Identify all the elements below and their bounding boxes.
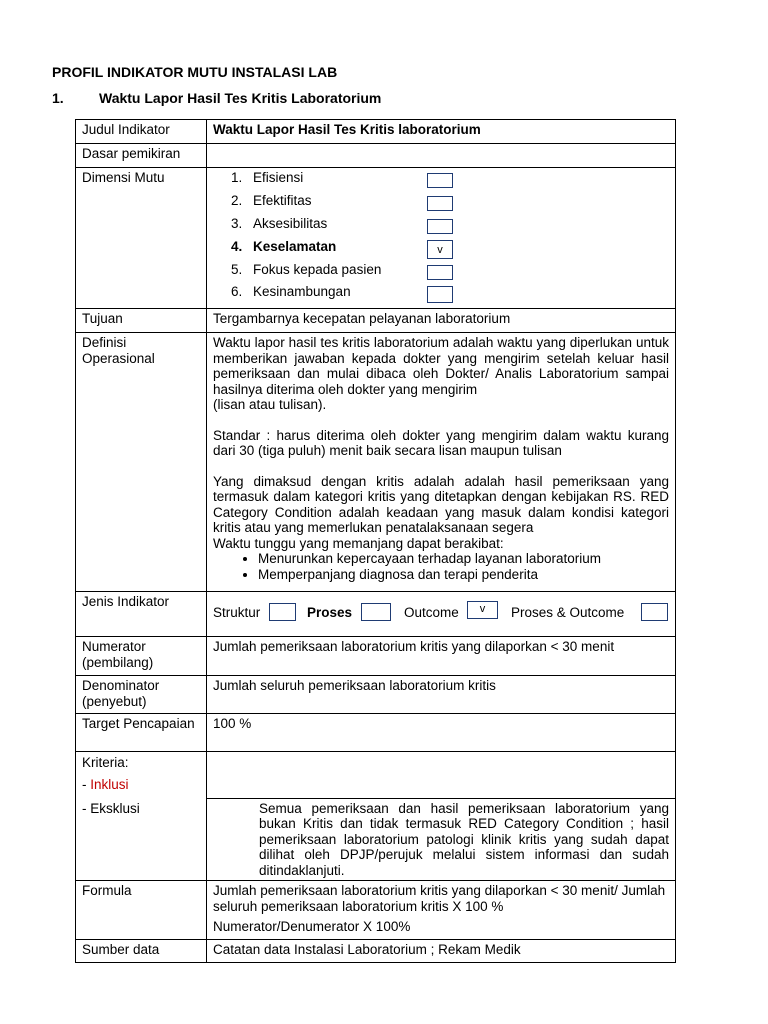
dimension-checkbox[interactable] xyxy=(427,173,453,188)
value-jenis xyxy=(207,592,676,637)
dimension-checkbox[interactable]: v xyxy=(427,240,453,259)
value-denominator: Jumlah seluruh pemeriksaan laboratorium kritis xyxy=(207,676,676,714)
row-jenis xyxy=(76,592,676,637)
row-tujuan xyxy=(76,309,676,333)
definition-paragraph: Waktu lapor hasil tes kritis laboratorium adalah waktu yang diperlukan untuk memberikan jawaban kepada dokter yang mengirim setelah keluar hasil pemeriksaan dan mulai dibaca oleh Dokter/ Analis Laboratorium sampai hasilnya diterima oleh dokter yang mengirim xyxy=(213,335,669,397)
option-proses-outcome: Proses & Outcome xyxy=(511,605,625,620)
dimension-checkbox[interactable] xyxy=(427,265,453,280)
value-judul: Waktu Lapor Hasil Tes Kritis laboratorium xyxy=(207,120,676,144)
row-kriteria-eksklusi xyxy=(76,798,676,881)
option-struktur: Struktur xyxy=(213,605,261,620)
row-sumber xyxy=(76,940,676,963)
row-judul xyxy=(76,120,676,144)
kriteria-heading: Kriteria: xyxy=(82,755,129,770)
definition-note: (lisan atau tulisan). xyxy=(213,397,327,412)
value-inklusi xyxy=(207,752,676,799)
inklusi-label: - Inklusi xyxy=(82,777,129,792)
struktur-checkbox[interactable] xyxy=(269,603,296,621)
value-sumber: Catatan data Instalasi Laboratorium ; Rekam Medik xyxy=(207,940,676,963)
value-dimensi xyxy=(207,168,676,309)
label-target: Target Pencapaian xyxy=(76,714,207,752)
row-target xyxy=(76,714,676,752)
dimension-checkbox[interactable] xyxy=(427,196,453,211)
standard-paragraph: Standar : harus diterima oleh dokter yang mengirim dalam waktu kurang dari 30 (tiga puluh) menit baik secara lisan maupun tulisan xyxy=(213,427,669,458)
page-title: PROFIL INDIKATOR MUTU INSTALASI LAB xyxy=(52,64,338,80)
label-denominator: Denominator (penyebut) xyxy=(76,676,207,714)
value-formula xyxy=(207,881,676,940)
label-kriteria xyxy=(76,752,207,799)
dimension-list xyxy=(207,168,675,304)
row-kriteria-inklusi xyxy=(76,752,676,799)
indicator-profile-table xyxy=(75,119,676,963)
label-definisi: Definisi Operasional xyxy=(76,333,207,592)
dimension-item: 3. Aksesibilitas xyxy=(231,216,328,231)
list-item: • Memperpanjang diagnosa dan terapi penderita xyxy=(258,567,669,583)
eksklusi-label: - Eksklusi xyxy=(76,798,207,881)
row-denominator xyxy=(76,676,676,714)
row-dimensi xyxy=(76,168,676,309)
outcome-checkbox[interactable]: v xyxy=(467,601,498,619)
dimension-item: 6. Kesinambungan xyxy=(231,284,351,299)
list-item: • Menurunkan kepercayaan terhadap layanan laboratorium xyxy=(258,551,669,567)
dimension-item: 5. Fokus kepada pasien xyxy=(231,262,382,277)
dimension-checkbox[interactable] xyxy=(427,286,453,303)
option-outcome: Outcome xyxy=(404,605,459,620)
section-title: Waktu Lapor Hasil Tes Kritis Laboratorium xyxy=(99,90,382,106)
section-heading xyxy=(52,90,381,106)
value-numerator: Jumlah pemeriksaan laboratorium kritis yang dilaporkan < 30 menit xyxy=(207,637,676,676)
row-formula xyxy=(76,881,676,940)
indicator-type-options xyxy=(207,592,675,632)
value-target: 100 % xyxy=(207,714,676,752)
value-definisi xyxy=(207,333,676,592)
row-dasar xyxy=(76,144,676,168)
label-dimensi: Dimensi Mutu xyxy=(76,168,207,309)
option-proses: Proses xyxy=(307,605,353,620)
proses-checkbox[interactable] xyxy=(361,603,391,621)
critical-paragraph: Yang dimaksud dengan kritis adalah adalah hasil pemeriksaan yang termasuk dalam kategori kritis yang ditetapkan dengan kebijakan RS. RED Category Condition adalah keadaan yang masuk dalam kondisi kategori kritis atau yang memerlukan penatalaksanaan segera xyxy=(213,473,669,535)
consequence-list xyxy=(213,551,669,582)
dimension-item: 2. Efektifitas xyxy=(231,193,312,208)
label-judul: Judul Indikator xyxy=(76,120,207,144)
formula-expression: Numerator/Denumerator X 100% xyxy=(213,919,411,934)
dimension-checkbox[interactable] xyxy=(427,219,453,234)
label-tujuan: Tujuan xyxy=(76,309,207,333)
row-definisi xyxy=(76,333,676,592)
label-numerator: Numerator (pembilang) xyxy=(76,637,207,676)
label-sumber: Sumber data xyxy=(76,940,207,963)
label-formula: Formula xyxy=(76,881,207,940)
proses-outcome-checkbox[interactable] xyxy=(641,603,668,621)
label-jenis: Jenis Indikator xyxy=(76,592,207,637)
consequence-intro: Waktu tunggu yang memanjang dapat berakibat: xyxy=(213,535,504,551)
label-dasar: Dasar pemikiran xyxy=(76,144,207,168)
value-tujuan: Tergambarnya kecepatan pelayanan laboratorium xyxy=(207,309,676,333)
dimension-item: 1. Efisiensi xyxy=(231,170,304,185)
formula-text: Jumlah pemeriksaan laboratorium kritis yang dilaporkan < 30 menit/ Jumlah seluruh pemeriksaan laboratorium kritis X 100 % xyxy=(213,883,666,914)
dimension-item: 4. Keselamatan xyxy=(231,239,337,254)
value-eksklusi: Semua pemeriksaan dan hasil pemeriksaan laboratorium yang bukan Kritis dan tidak termasuk RED Category Condition ; hasil pemeriksaan laboratorium patologi klinik kritis yang sudah dapat dilihat oleh DPJP/perujuk melalui sistem informasi dan sudah ditindaklanjuti. xyxy=(207,798,676,881)
value-dasar xyxy=(207,144,676,168)
row-numerator xyxy=(76,637,676,676)
section-number: 1. xyxy=(52,90,64,106)
